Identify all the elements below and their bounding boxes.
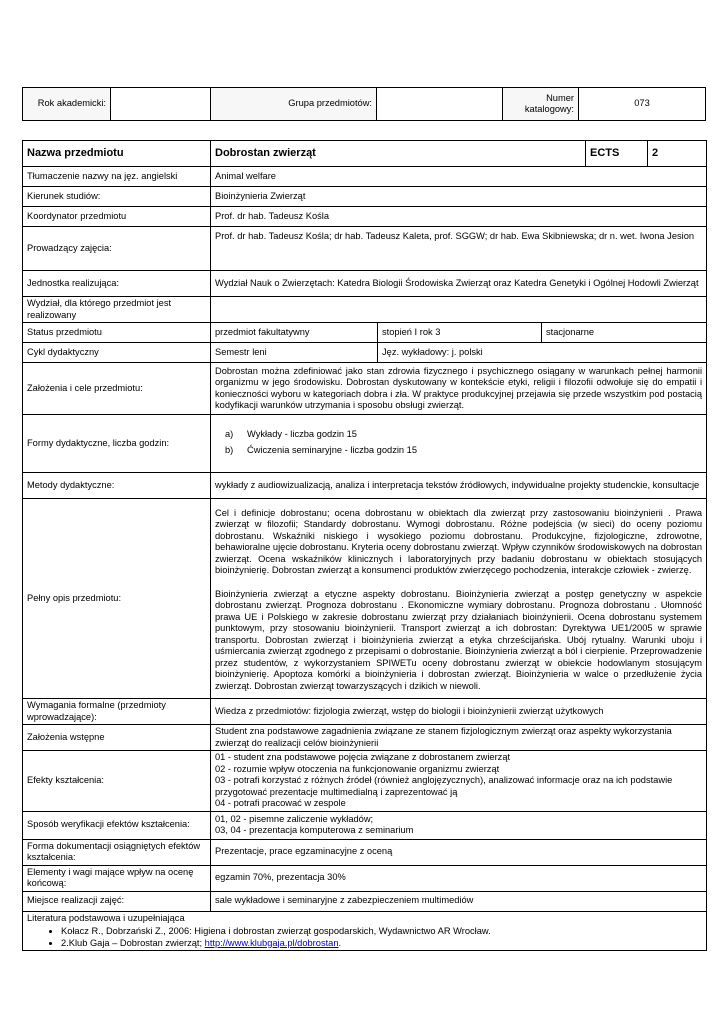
elementy-label: Elementy i wagi mające wpływ na ocenę końcową: <box>23 865 211 891</box>
formy-list-cell <box>211 415 707 473</box>
formy-item <box>215 445 702 457</box>
prowadzacy-label: Prowadzący zajęcia: <box>23 227 211 271</box>
english-label: Tłumaczenie nazwy na jęz. angielski <box>23 167 211 187</box>
zalozenia-label: Założenia i cele przedmiotu: <box>23 363 211 415</box>
metody-label: Metody dydaktyczne: <box>23 473 211 499</box>
jezyk-value: Jęz. wykładowy: j. polski <box>378 343 707 363</box>
forma-studiow: stacjonarne <box>542 323 707 343</box>
formy-item <box>215 429 702 441</box>
rok-label: Rok akademicki: <box>23 88 111 121</box>
jednostka-value: Wydział Nauk o Zwierzętach: Katedra Biologii Środowiska Zwierząt oraz Katedra Genetyki i Ogólnej Hodowli Zwierząt <box>211 271 707 297</box>
efekty-item: 03 - potrafi korzystać z różnych źródeł (również anglojęzycznych), analizować informacje oraz na ich podstawie przygotować prezentacje multimedialną i zaprezentować ją <box>215 775 673 797</box>
efekty-item: 04 - potrafi pracować w zespole <box>215 798 346 808</box>
opis-paragraph-1: Cel i definicje dobrostanu; ocena dobrostanu w obiektach dla zwierząt przy zastosowaniu bioinżynierii . Prawa zwierząt w filozofii; Standardy dobrostanu. Wymogi dobrostanu. Różne podejścia (w sieci) do oceny poziomu dobrostanu. Wskaźniki niskiego i wysokiego poziomu dobrostanu. Produkcyjne, fizjologiczne, zdrowotne, behawioralne ujęcie dobrostanu. Kryteria oceny dobrostanu zwierząt. Wpływ czynników środowiskowych na dobrostan zwierząt. Ocena wskaźników klinicznych i laboratoryjnych przy badaniu dobrostanu w obiektach stosujących bioinżynierię. Dobrostan zwierząt a konsumenci produktów zwierzęcego pochodzenia, interakcje człowiek - zwierzę. <box>215 507 703 576</box>
jednostka-label: Jednostka realizująca: <box>23 271 211 297</box>
efekty-item: 02 - rozumie wpływ otoczenia na funkcjonowanie organizmu zwierząt <box>215 763 500 774</box>
sposob-item: 01, 02 - pisemne zaliczenie wykładów; <box>215 813 374 824</box>
opis-cell <box>211 499 707 699</box>
koordynator-value: Prof. dr hab. Tadeusz Kośla <box>211 207 707 227</box>
literatura-item <box>61 938 702 950</box>
numer-value: 073 <box>579 88 706 121</box>
formy-marker: b) <box>225 445 234 455</box>
cykl-label: Cykl dydaktyczny <box>23 343 211 363</box>
koordynator-label: Koordynator przedmiotu <box>23 207 211 227</box>
literatura-2-text: 2.Klub Gaja – Dobrostan zwierząt; <box>61 937 205 948</box>
ects-value: 2 <box>648 141 707 167</box>
sposob-item: 03, 04 - prezentacja komputerowa z seminarium <box>215 825 414 835</box>
miejsce-value: sale wykładowe i seminaryjne z zabezpieczeniem multimediów <box>211 891 707 911</box>
course-table <box>22 140 707 951</box>
sposob-label: Sposób weryfikacji efektów kształcenia: <box>23 811 211 839</box>
zalozenia-value: Dobrostan można zdefiniować jako stan zdrowia fizycznego i psychicznego osiągany w warunkach pełnej harmonii organizmu w jego środowisku. Dobrostan dyskutowany w kontekście etyki, religii i filozofii odwołuje się do empatii i konieczności wyboru w kategoriach dobra i zła. W praktyce produkcyjnej przejawia się przede wszystkim pod postacią kodyfikacji warunków utrzymania i sposobu obsługi zwierząt. <box>211 363 707 415</box>
literatura-cell <box>23 911 707 951</box>
dokumentacja-label: Forma dokumentacji osiągniętych efektów kształcenia: <box>23 839 211 865</box>
status-value: przedmiot fakultatywny <box>211 323 378 343</box>
klubgaja-link[interactable]: http://www.klubgaja.pl/dobrostan <box>204 937 339 948</box>
grupa-label: Grupa przedmiotów: <box>211 88 377 121</box>
literatura-2-suffix: . <box>338 937 342 948</box>
dokumentacja-value: Prezentacje, prace egzaminacyjne z oceną <box>211 839 707 865</box>
kierunek-value: Bioinżynieria Zwierząt <box>211 187 707 207</box>
ects-label: ECTS <box>586 141 648 167</box>
efekty-label: Efekty kształcenia: <box>23 751 211 812</box>
wymagania-label: Wymagania formalne (przedmioty wprowadzające): <box>23 699 211 725</box>
zalozenia-wstepne-label: Założenia wstępne <box>23 725 211 751</box>
grupa-value <box>377 88 503 121</box>
sposob-cell <box>211 811 707 839</box>
opis-paragraph-2: Bioinżynieria zwierząt a etyczne aspekty dobrostanu. Bioinżynieria zwierząt a postęp genetyczny w aspekcie dobrostanu zwierząt. Prognoza dobrostanu . Ekonomiczne wymiary dobrostanu. Prognoza dobrostanu . Ułomność prawa UE i Polskiego w zakresie dobrostanu zwierząt przy działaniach bioinżynierii. Ocena dobrostanu systemem punktowym, przy stosowaniu bioinżynierii. Transport zwierząt a ich dobrostan: Dyrektywa UE1/2005 w sprawie transportu. Dobrostan zwierząt i bioinżynieria zwierząt a etyka chrześcijańska. Ubój rytualny. Warunki uboju i uśmiercania zwierząt zgodnego z przepisami o dobrostanie. Bioinżynieria zwierząt a ból i cierpienie. Przeprowadzenie przez studentów, z wykorzystaniem SPIWETu oceny dobrostanu zwierząt w obiekcie hodowlanym stosującym bioinżynierię. Apoptoza komórki a bioinżynieria i dobrostan zwierząt. Bioinżynieria w walce o przedłużenie życia zwierząt. Dobrostan zwierząt towarzyszących i dzikich w niewoli. <box>215 588 703 691</box>
efekty-cell <box>211 751 707 812</box>
kierunek-label: Kierunek studiów: <box>23 187 211 207</box>
name-label: Nazwa przedmiotu <box>23 141 211 167</box>
wydzial-label: Wydział, dla którego przedmiot jest realizowany <box>23 297 211 323</box>
status-label: Status przedmiotu <box>23 323 211 343</box>
numer-label: Numer katalogowy: <box>503 88 579 121</box>
rok-value <box>111 88 211 121</box>
stopien-value: stopień I rok 3 <box>378 323 542 343</box>
formy-text: Wykłady - liczba godzin 15 <box>247 428 357 439</box>
formy-marker: a) <box>225 428 234 439</box>
metody-value: wykłady z audiowizualizacją, analiza i interpretacja tekstów źródłowych, indywidualne projekty studenckie, konsultacje <box>211 473 707 499</box>
wydzial-value <box>211 297 707 323</box>
course-name: Dobrostan zwierząt <box>211 141 586 167</box>
prowadzacy-value: Prof. dr hab. Tadeusz Kośla; dr hab. Tadeusz Kaleta, prof. SGGW; dr hab. Ewa Skibniewska; dr n. wet. Iwona Jesion <box>211 227 707 271</box>
opis-label: Pełny opis przedmiotu: <box>23 499 211 699</box>
header-table <box>22 87 706 121</box>
formy-text: Ćwiczenia seminaryjne - liczba godzin 15 <box>247 445 418 455</box>
literatura-label: Literatura podstawowa i uzupełniająca <box>27 912 185 923</box>
elementy-value: egzamin 70%, prezentacja 30% <box>211 865 707 891</box>
miejsce-label: Miejsce realizacji zajęć: <box>23 891 211 911</box>
wymagania-value: Wiedza z przedmiotów: fizjologia zwierząt, wstęp do biologii i bioinżynierii zwierząt użytkowych <box>211 699 707 725</box>
formy-label: Formy dydaktyczne, liczba godzin: <box>23 415 211 473</box>
efekty-item: 01 - student zna podstawowe pojęcia związane z dobrostanem zwierząt <box>215 752 511 762</box>
english-value: Animal welfare <box>211 167 707 187</box>
zalozenia-wstepne-value: Student zna podstawowe zagadnienia związane ze stanem fizjologicznym zwierząt oraz aspekty wykorzystania zwierząt do realizacji celów bioinżynierii <box>211 725 707 751</box>
cykl-value: Semestr leni <box>211 343 378 363</box>
formy-list <box>215 429 702 457</box>
literatura-list <box>27 926 702 949</box>
literatura-item: • Kołacz R., Dobrzański Z., 2006: Higiena i dobrostan zwierząt gospodarskich, Wydawnictwo AR Wrocław. <box>61 926 702 938</box>
